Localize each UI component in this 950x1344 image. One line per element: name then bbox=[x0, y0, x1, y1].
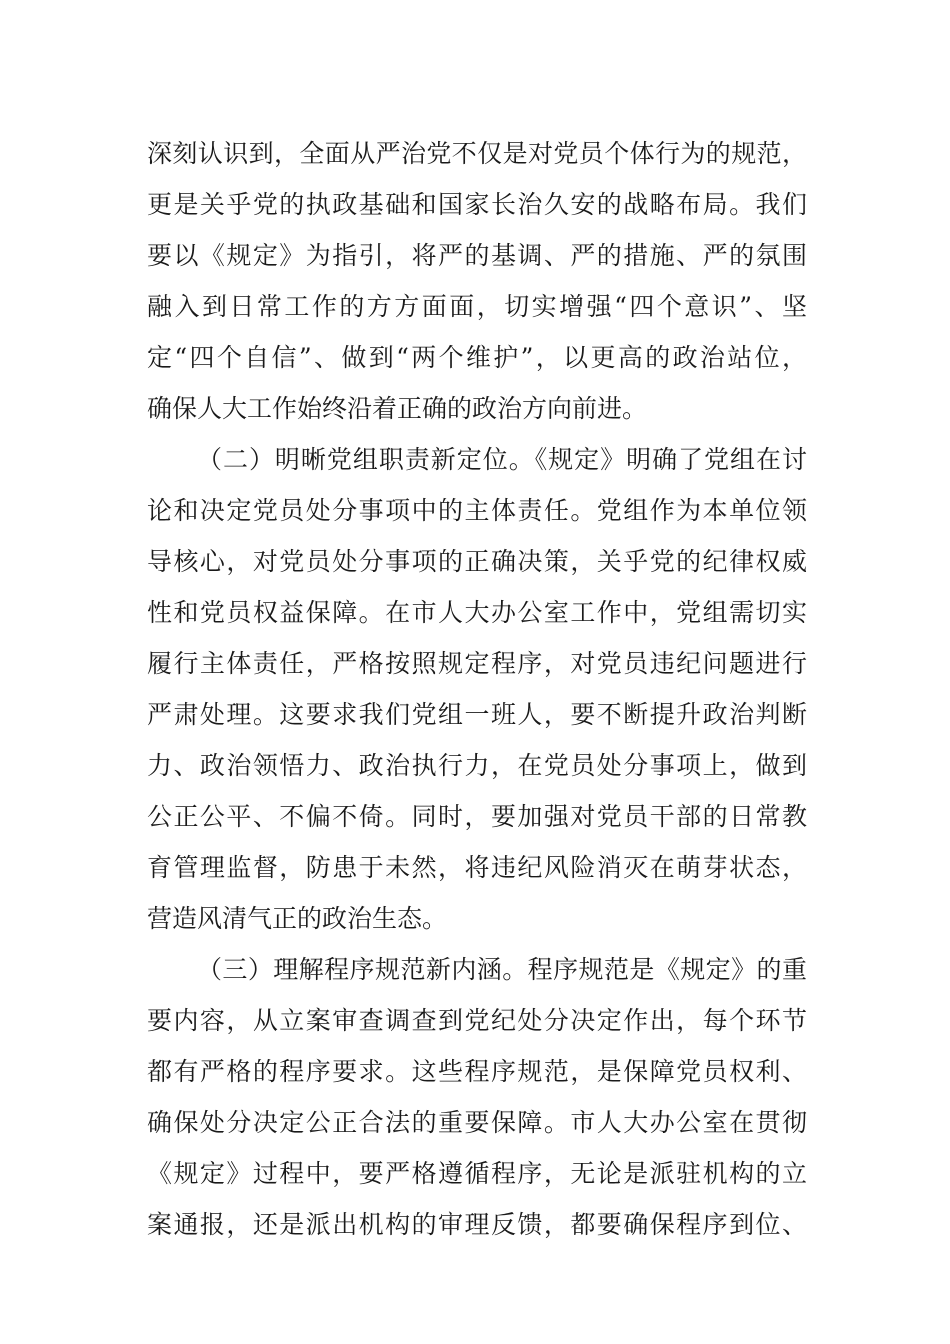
p2-line-5: 履行主体责任，严格按照规定程序，对党员违纪问题进行 bbox=[147, 649, 807, 678]
p3-line-3: 都有严格的程序要求。这些程序规范，是保障党员权利、 bbox=[147, 1057, 807, 1086]
p3-line-5: 《规定》过程中，要严格遵循程序，无论是派驻机构的立 bbox=[147, 1159, 807, 1188]
p1-line-2: 更是关乎党的执政基础和国家长治久安的战略布局。我们 bbox=[147, 190, 807, 219]
p3-line-6: 案通报，还是派出机构的审理反馈，都要确保程序到位、 bbox=[147, 1210, 807, 1239]
p2-line-8: 公正公平、不偏不倚。同时，要加强对党员干部的日常教 bbox=[147, 802, 807, 831]
p2-line-9: 育管理监督，防患于未然，将违纪风险消灭在萌芽状态， bbox=[147, 853, 807, 882]
p3-line-4: 确保处分决定公正合法的重要保障。市人大办公室在贯彻 bbox=[147, 1108, 807, 1137]
p1-line-4: 融入到日常工作的方方面面，切实增强“四个意识”、坚 bbox=[147, 292, 807, 321]
p3-line-1: （三）理解程序规范新内涵。程序规范是《规定》的重 bbox=[197, 955, 807, 984]
p2-line-3: 导核心，对党员处分事项的正确决策，关乎党的纪律权威 bbox=[147, 547, 807, 576]
p1-line-5: 定“四个自信”、做到“两个维护”，以更高的政治站位， bbox=[147, 343, 807, 372]
p2-line-10: 营造风清气正的政治生态。 bbox=[147, 904, 448, 933]
p1-line-1: 深刻认识到，全面从严治党不仅是对党员个体行为的规范， bbox=[147, 139, 807, 168]
p1-line-3: 要以《规定》为指引，将严的基调、严的措施、严的氛围 bbox=[147, 241, 807, 270]
p1-line-6: 确保人大工作始终沿着正确的政治方向前进。 bbox=[147, 394, 648, 423]
p2-line-2: 论和决定党员处分事项中的主体责任。党组作为本单位领 bbox=[147, 496, 807, 525]
p2-line-7: 力、政治领悟力、政治执行力，在党员处分事项上，做到 bbox=[147, 751, 807, 780]
p2-line-1: （二）明晰党组职责新定位。《规定》明确了党组在讨 bbox=[197, 445, 807, 474]
p2-line-4: 性和党员权益保障。在市人大办公室工作中，党组需切实 bbox=[147, 598, 807, 627]
document-body bbox=[147, 128, 807, 1250]
p2-line-6: 严肃处理。这要求我们党组一班人，要不断提升政治判断 bbox=[147, 700, 807, 729]
p3-line-2: 要内容，从立案审查调查到党纪处分决定作出，每个环节 bbox=[147, 1006, 807, 1035]
